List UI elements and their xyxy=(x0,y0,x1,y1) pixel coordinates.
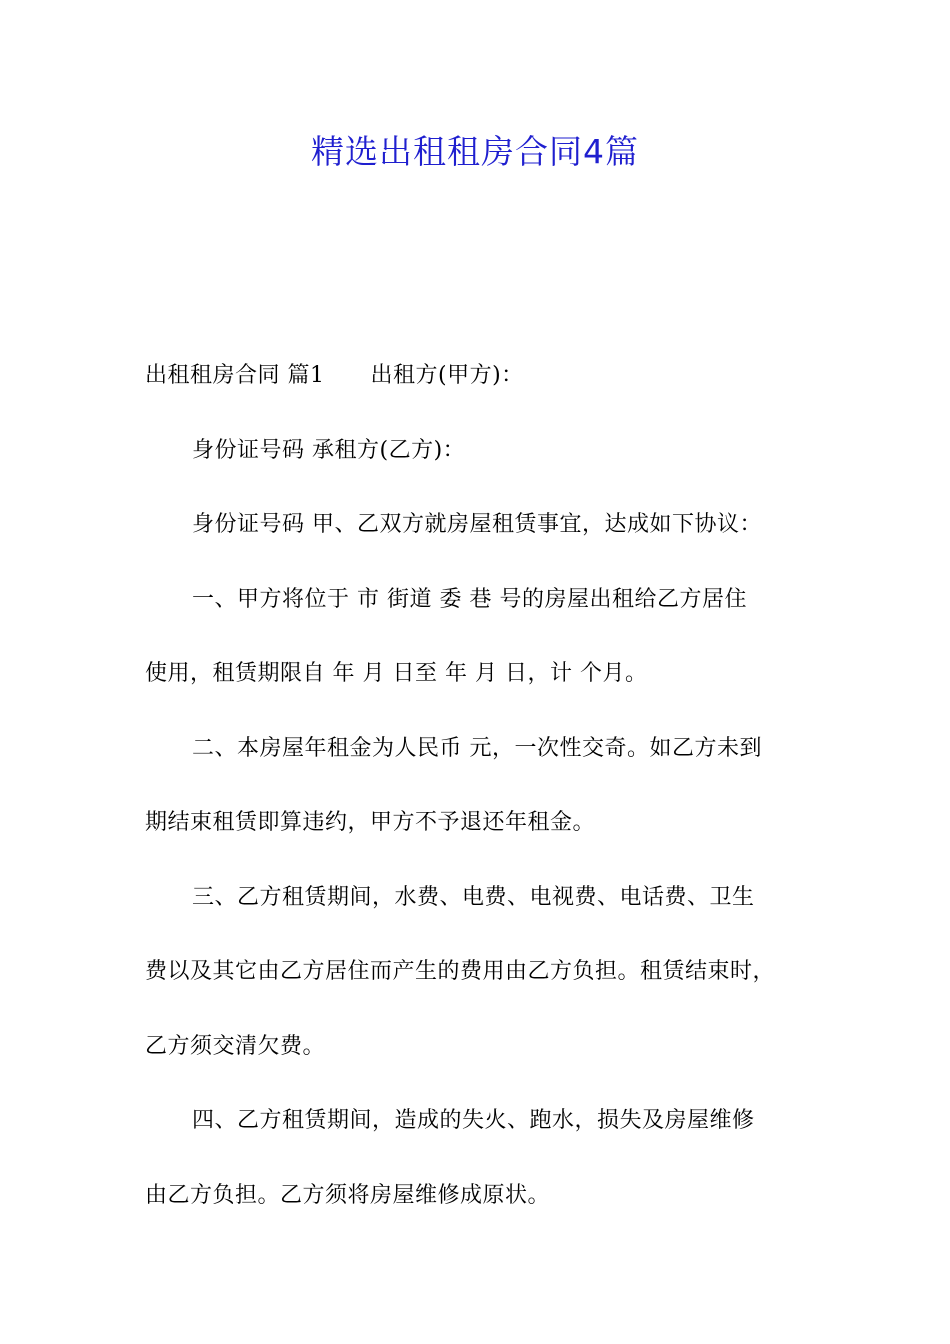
paragraph-line: 身份证号码 承租方(乙方)： xyxy=(192,437,466,463)
document-title: 精选出租租房合同4篇 xyxy=(311,132,639,171)
paragraph-line: 三、乙方租赁期间，水费、电费、电视费、电话费、卫生 xyxy=(192,884,755,910)
paragraph-line: 使用，租赁期限自 年 月 日至 年 月 日，计 个月。 xyxy=(145,661,648,686)
paragraph-line: 由乙方负担。乙方须将房屋维修成原状。 xyxy=(145,1182,551,1208)
document-body xyxy=(145,339,835,1233)
paragraph-line: 一、甲方将位于 市 街道 委 巷 号的房屋出租给乙方居住 xyxy=(192,586,747,612)
paragraph-line: 身份证号码 甲、乙双方就房屋租赁事宜，达成如下协议： xyxy=(192,512,762,537)
paragraph-line: 期结束租赁即算违约，甲方不予退还年租金。 xyxy=(145,810,596,835)
heading-line xyxy=(145,339,835,414)
paragraph-line: 费以及其它由乙方居住而产生的费用由乙方负担。租赁结束时， xyxy=(145,959,776,984)
lessor-label: 出租方(甲方)： xyxy=(370,363,524,388)
paragraph-line: 二、本房屋年租金为人民币 元，一次性交奇。如乙方未到 xyxy=(192,735,762,761)
contract-part-heading: 出租租房合同 篇1 xyxy=(145,363,325,388)
paragraph-line: 四、乙方租赁期间，造成的失火、跑水，损失及房屋维修 xyxy=(192,1108,755,1133)
paragraph-line: 乙方须交清欠费。 xyxy=(145,1033,326,1059)
